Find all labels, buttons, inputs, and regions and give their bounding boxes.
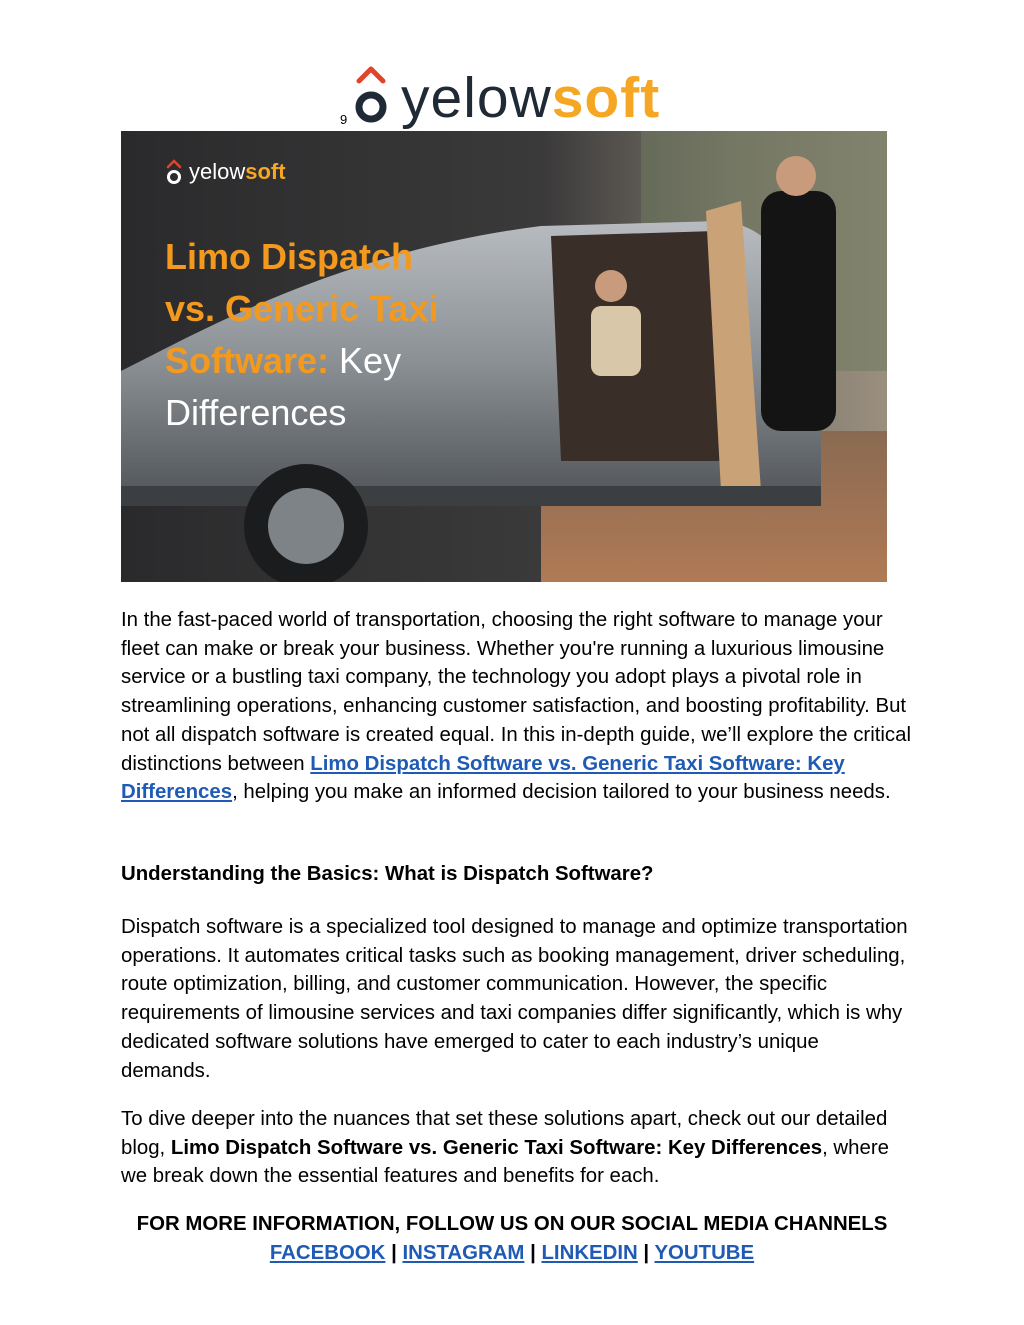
hero-title-line4: Differences xyxy=(165,392,347,433)
instagram-link[interactable]: INSTAGRAM xyxy=(402,1242,525,1264)
linkedin-link[interactable]: LINKEDIN xyxy=(541,1242,638,1264)
social-footer xyxy=(0,1210,1024,1268)
footer-heading: FOR MORE INFORMATION, FOLLOW US ON OUR SOCIAL MEDIA CHANNELS xyxy=(136,1213,888,1235)
social-links: FACEBOOK | INSTAGRAM | LINKEDIN | YOUTUBE xyxy=(269,1242,755,1264)
hero-logo-icon xyxy=(165,159,183,185)
brand-logo xyxy=(355,55,661,130)
paragraph-dispatch-software: Dispatch software is a specialized tool designed to manage and optimize transportation operations. It automates critical tasks such as booking management, driver scheduling, route optimization, billing, and customer communication. However, the specific requirements of limousine services and taxi companies differ significantly, which is why dedicated software solutions have emerged to cater to each industry’s unique demands. xyxy=(121,916,908,1082)
logo-wordmark: yelowsoft xyxy=(401,66,661,130)
section-heading: Understanding the Basics: What is Dispatch Software? xyxy=(121,863,654,885)
paragraph-blog-reference: To dive deeper into the nuances that set these solutions apart, check out our detailed blog, Limo Dispatch Software vs. Generic Taxi Software: Key Differences, where we break down the essential features and benefits for each. xyxy=(121,1108,889,1188)
hero-logo-text: yelowsoft xyxy=(189,159,286,184)
youtube-link[interactable]: YOUTUBE xyxy=(654,1242,755,1264)
page-number: 9 xyxy=(340,112,348,127)
facebook-link[interactable]: FACEBOOK xyxy=(269,1242,386,1264)
hero-title-line2: vs. Generic Taxi xyxy=(165,288,439,329)
hero-title xyxy=(165,231,438,439)
hero-title-line3: Software: Key xyxy=(165,340,402,381)
intro-paragraph: In the fast-paced world of transportation, choosing the right software to manage your fleet can make or break your business. Whether you're running a luxurious limousine service or a bustling taxi company, the technology you adopt plays a pivotal role in streamlining operations, enhancing customer satisfaction, and boosting profitability. But not all dispatch software is created equal. In this in-depth guide, we’ll explore the critical distinctions between Limo Dispatch Software vs. Generic Taxi Software: Key Differences, helping you make an informed decision tailored to your business needs. xyxy=(121,609,911,804)
logo-icon xyxy=(355,65,387,127)
article-link[interactable]: Limo Dispatch Software vs. Generic Taxi Software: Key Differences xyxy=(121,752,845,804)
hero-logo xyxy=(165,159,286,185)
hero-title-line1: Limo Dispatch xyxy=(165,236,414,277)
hero-image xyxy=(121,131,887,582)
